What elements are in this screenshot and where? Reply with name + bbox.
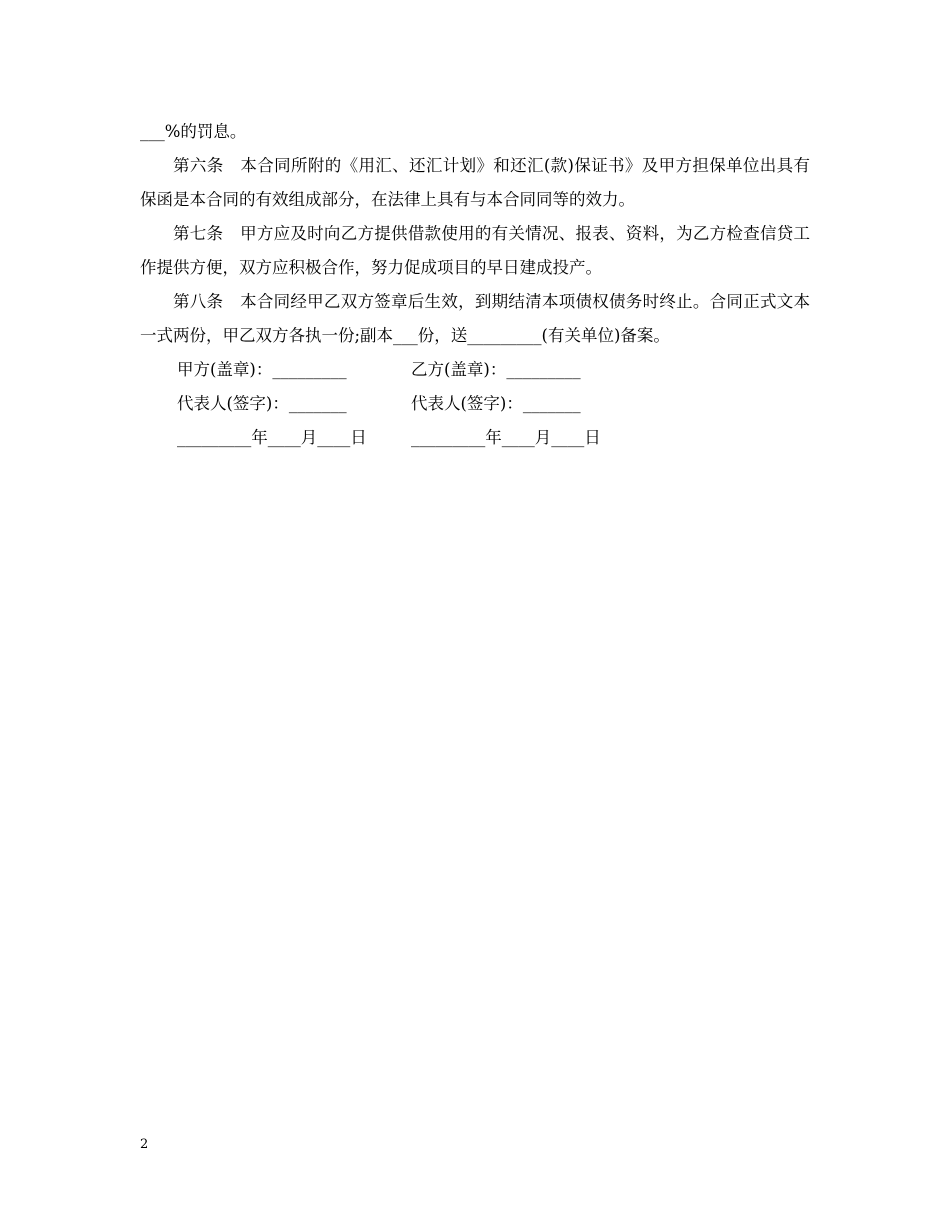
signature-row-seal xyxy=(140,353,810,387)
party-a-date-line: _________年____月____日 xyxy=(177,428,367,447)
party-b-date-line: _________年____月____日 xyxy=(411,428,601,447)
paragraph-article-6: 第六条 本合同所附的《用汇、还汇计划》和还汇(款)保证书》及甲方担保单位出具有保函是本合同的有效组成部分，在法律上具有与本合同同等的效力。 xyxy=(140,156,810,209)
signature-row-date xyxy=(140,421,810,455)
party-a-seal-line: 甲方(盖章)：_________ xyxy=(177,360,347,379)
paragraph-article-8: 第八条 本合同经甲乙双方签章后生效，到期结清本项债权债务时终止。合同正式文本一式两份，甲乙双方各执一份;副本___份，送_________(有关单位)备案。 xyxy=(140,292,810,345)
paragraph-article-7: 第七条 甲方应及时向乙方提供借款使用的有关情况、报表、资料，为乙方检查信贷工作提供方便，双方应积极合作，努力促成项目的早日建成投产。 xyxy=(140,224,810,277)
signature-row-representative xyxy=(140,387,810,421)
party-a-representative-line: 代表人(签字)：_______ xyxy=(177,394,347,413)
party-b-representative-line: 代表人(签字)：_______ xyxy=(411,394,581,413)
party-b-seal-line: 乙方(盖章)：_________ xyxy=(411,360,581,379)
document-body xyxy=(140,115,810,455)
page-number: 2 xyxy=(140,1137,149,1152)
paragraph-penalty-interest: ___%的罚息。 xyxy=(140,122,247,141)
